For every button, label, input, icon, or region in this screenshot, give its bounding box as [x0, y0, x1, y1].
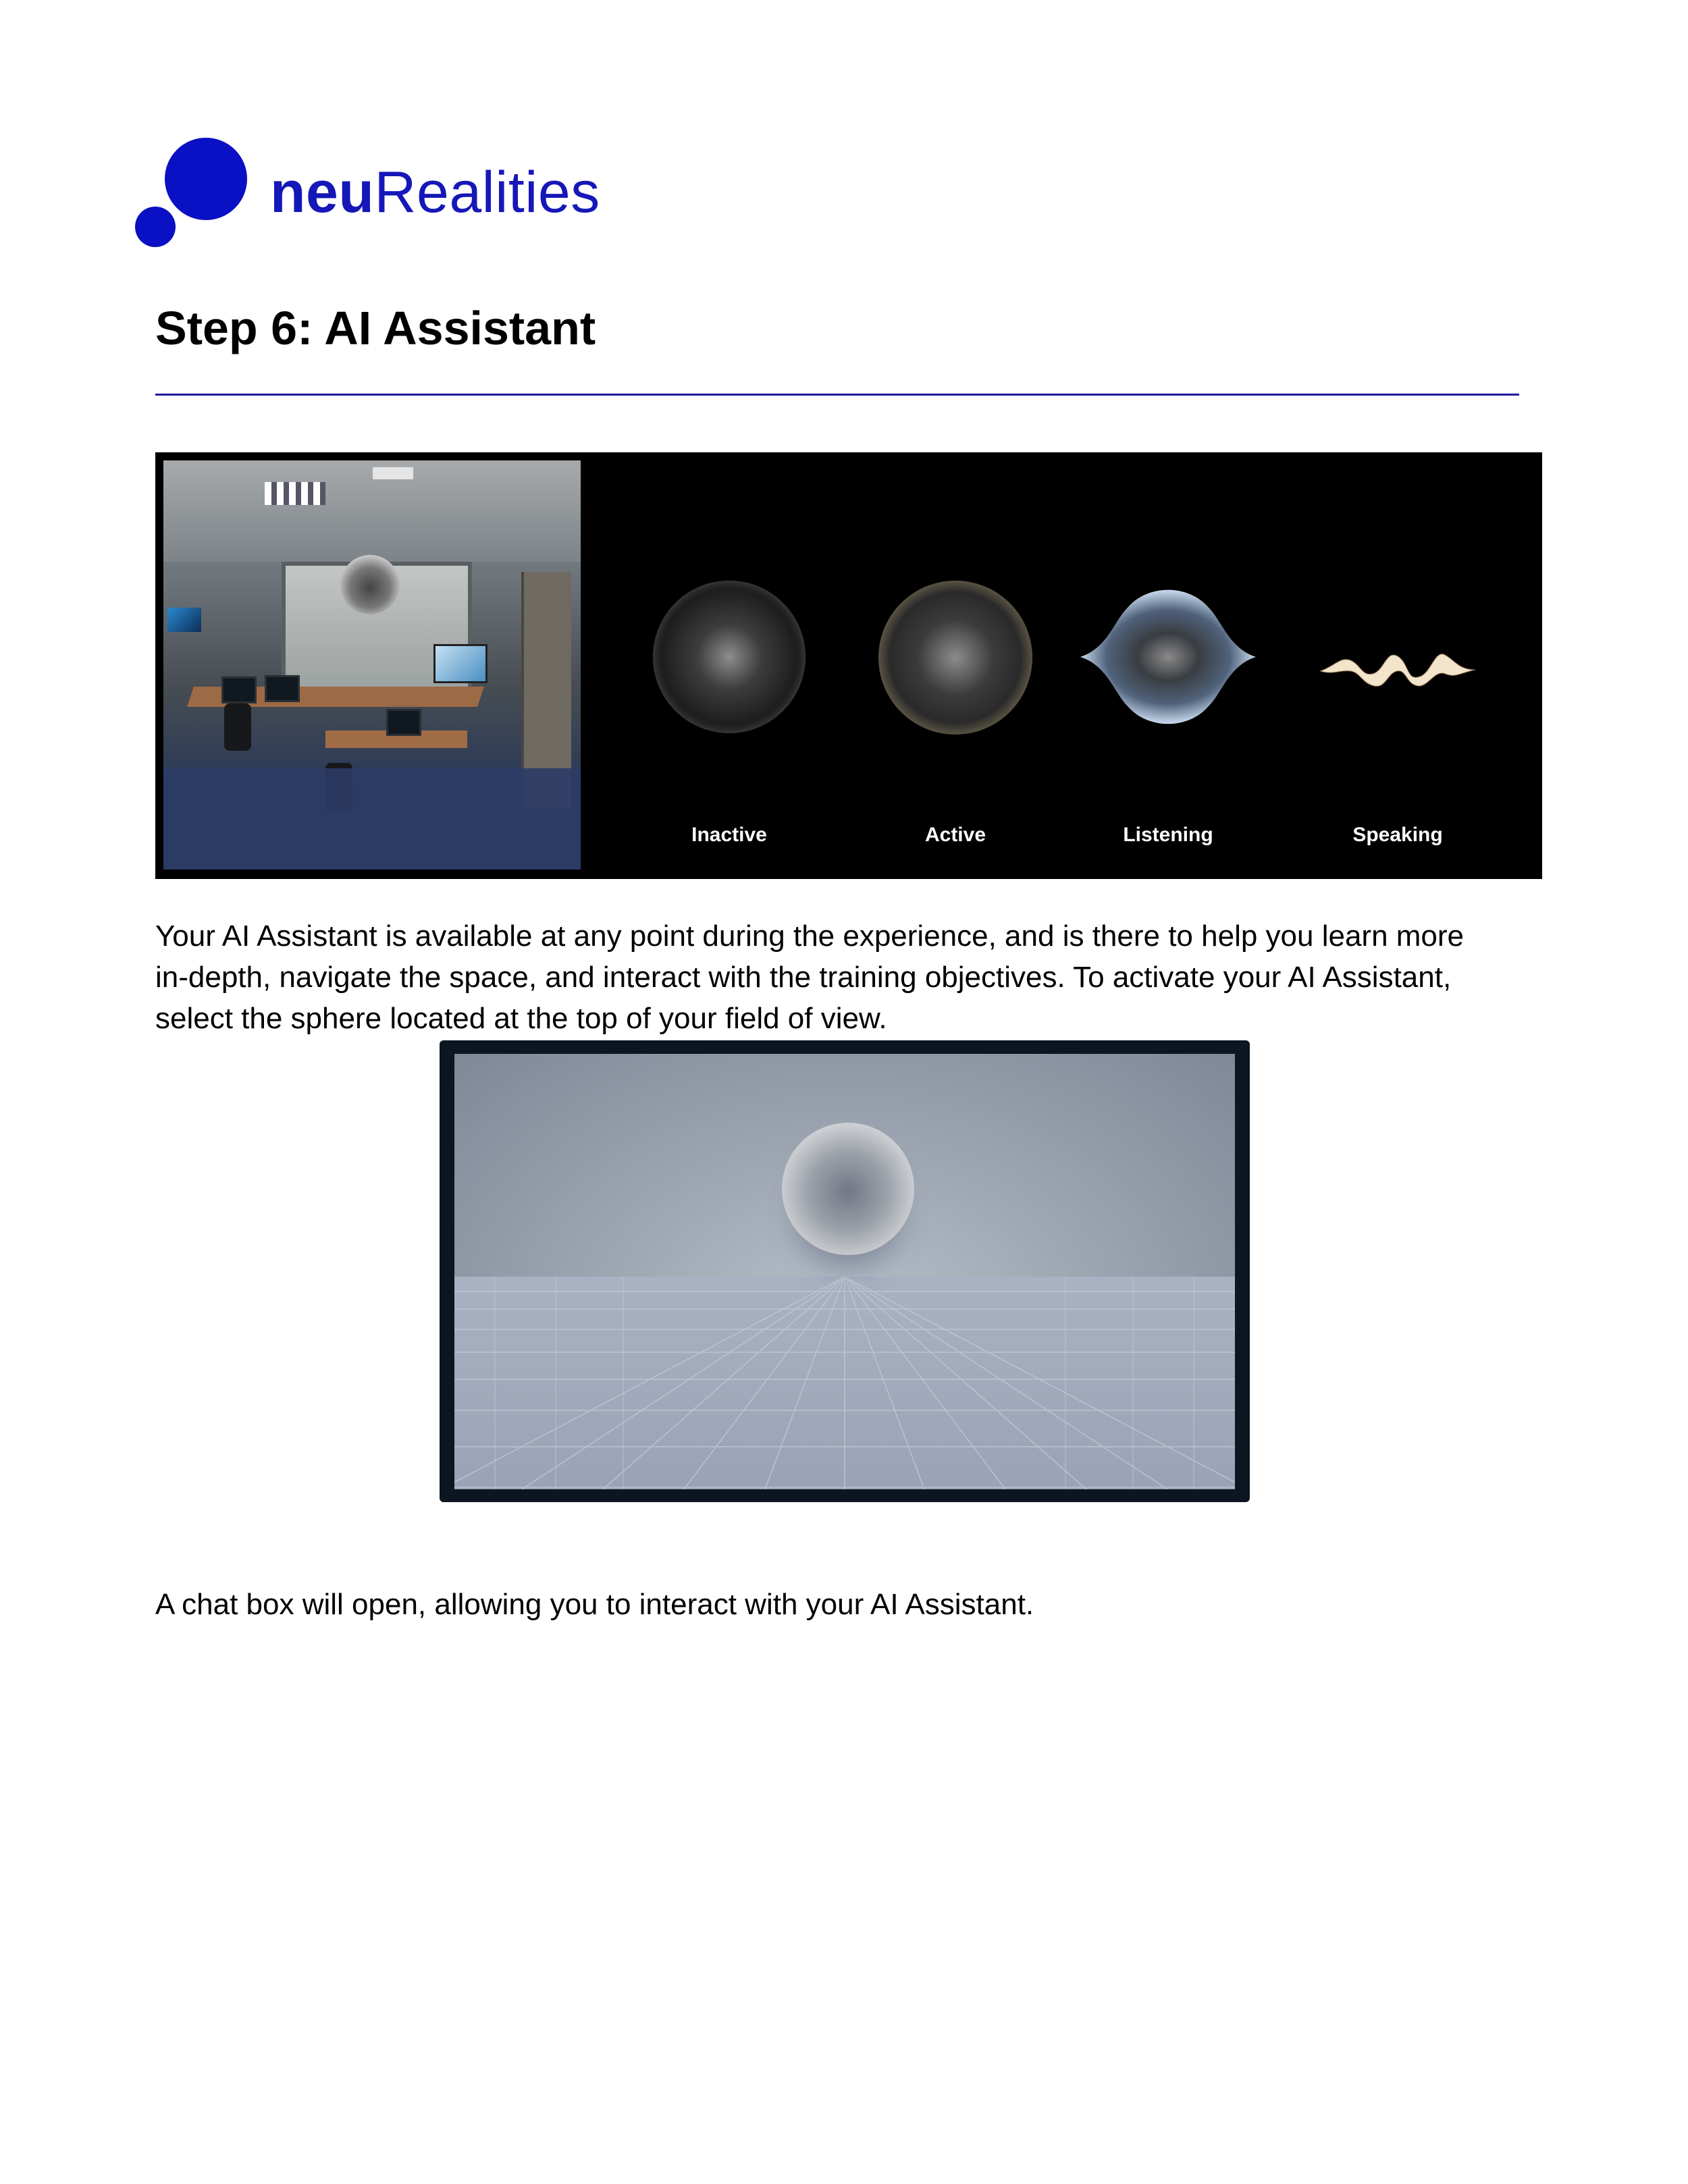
control-room-scene-image — [163, 460, 581, 870]
state-label: Active — [924, 824, 986, 846]
scene-ceiling — [163, 460, 581, 562]
assistant-states — [581, 452, 1542, 879]
speaking-wave-icon — [1320, 629, 1475, 697]
scene-chair — [224, 703, 251, 751]
closing-paragraph: A chat box will open, allowing you to interact with your AI Assistant. — [155, 1588, 1034, 1621]
active-sphere-icon — [878, 581, 1032, 735]
page-title: Step 6: AI Assistant — [155, 302, 596, 354]
state-label: Speaking — [1352, 824, 1443, 846]
floor-grid — [454, 1277, 1235, 1489]
scene-monitor — [386, 709, 421, 736]
heading-divider — [155, 394, 1519, 396]
state-label: Listening — [1123, 824, 1213, 846]
state-label: Inactive — [691, 824, 767, 846]
virtual-space-view — [454, 1054, 1235, 1489]
scene-ceiling-light — [373, 467, 413, 479]
sphere-screenshot — [440, 1040, 1250, 1502]
state-inactive — [628, 452, 830, 879]
state-listening — [1067, 452, 1269, 879]
scene-wall-screen — [167, 608, 201, 632]
scene-floating-screen — [433, 644, 487, 683]
scene-floor — [163, 768, 581, 870]
scene-ceiling-light — [265, 482, 325, 505]
logo-wordmark-bold: neu — [270, 160, 375, 225]
neurealities-logo — [135, 135, 621, 257]
ai-assistant-states-banner — [155, 452, 1542, 879]
scene-monitor — [265, 675, 300, 702]
paragraph-line: Your AI Assistant is available at any point during the experience, and is there to help you learn more — [155, 920, 1465, 953]
state-active — [854, 452, 1057, 879]
state-speaking — [1296, 452, 1499, 879]
listening-sphere-icon — [1067, 581, 1269, 733]
paragraph-line: in-depth, navigate the space, and interact with the training objectives. To activate your AI Assistant, — [155, 961, 1452, 994]
paragraph-line: select the sphere located at the top of your field of view. — [155, 1002, 887, 1035]
logo-small-circle — [135, 207, 176, 247]
scene-monitor — [221, 676, 257, 703]
logo-wordmark — [270, 160, 600, 225]
scene-assistant-sphere — [340, 555, 400, 614]
inactive-sphere-icon — [653, 581, 806, 733]
intro-paragraph — [155, 915, 1533, 1039]
logo-wordmark-light: Realities — [374, 160, 600, 225]
logo-large-circle — [165, 138, 247, 220]
ai-assistant-sphere[interactable] — [782, 1123, 914, 1255]
